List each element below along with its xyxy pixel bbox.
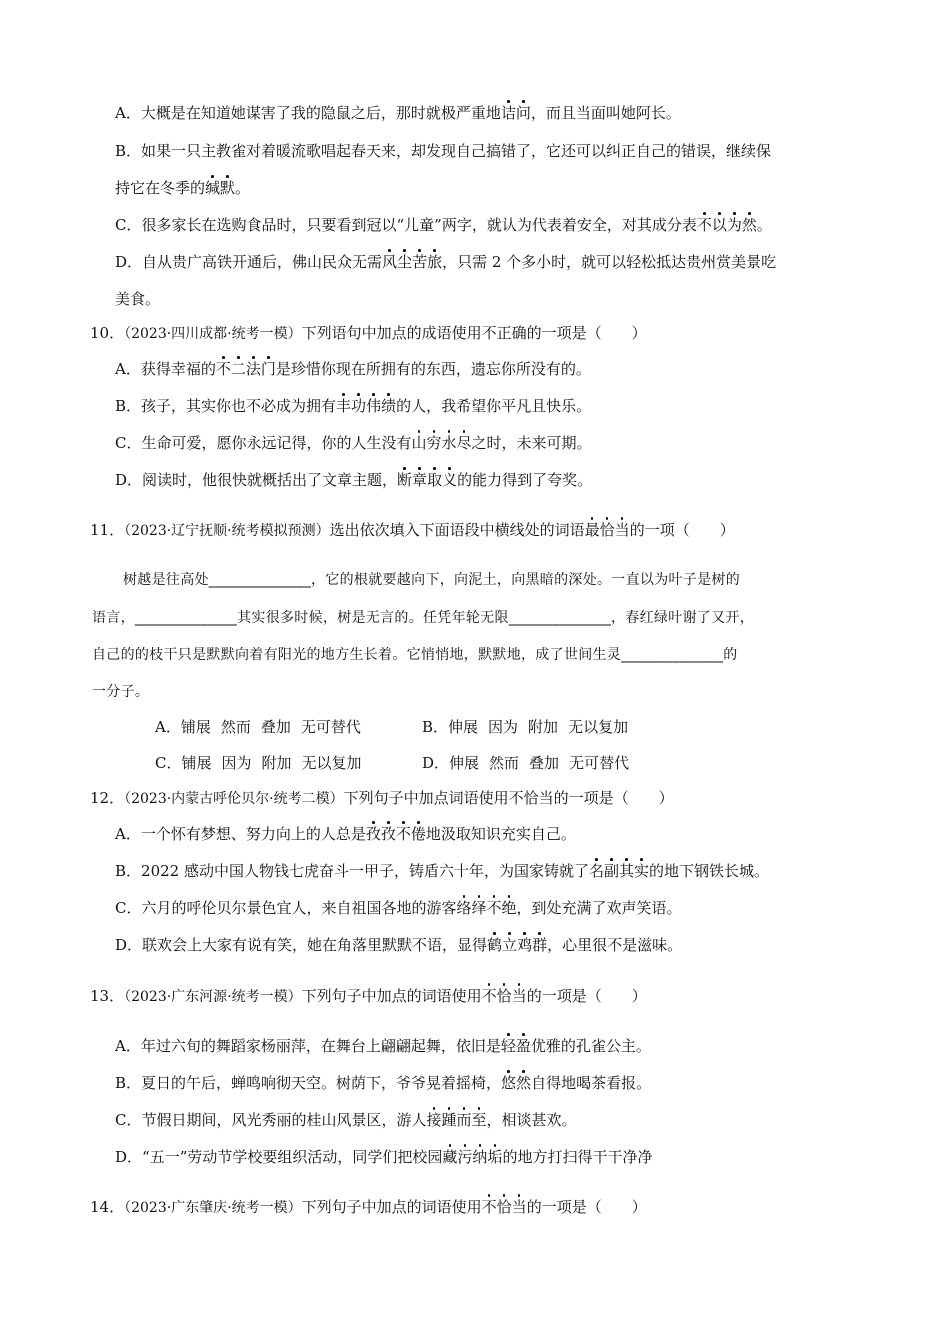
q11-choice-d <box>422 753 629 773</box>
emphasis-char: 然 <box>516 1074 532 1092</box>
option-text: 持它在冬季的 <box>115 179 206 197</box>
question-14-stem <box>90 1197 647 1218</box>
option-text: 的地方打扫得干干净净 <box>502 1148 653 1166</box>
emphasis-char: 伟 <box>366 397 382 415</box>
question-stem: 的一项是（ ） <box>526 987 647 1005</box>
option-text: C．六月的呼伦贝尔景色宜人，来自祖国各地的游客 <box>115 899 457 917</box>
q12-option-b <box>115 861 769 881</box>
q10-option-b <box>115 396 591 416</box>
emphasis-char: 悠 <box>501 1074 517 1092</box>
question-number: 13． <box>90 987 125 1005</box>
option-text: ，而且当面叫她阿长。 <box>530 104 681 122</box>
option-text: C．节假日期间，风光秀丽的桂山风景区，游人 <box>115 1111 427 1129</box>
emphasis-char: 为 <box>726 216 742 234</box>
emphasis-char: 不 <box>215 360 231 378</box>
emphasis-char: 络 <box>456 899 472 917</box>
emphasis-char: 不 <box>481 1198 497 1216</box>
emphasis-char: 其 <box>619 862 635 880</box>
emphasis-char: 踵 <box>441 1111 457 1129</box>
emphasis-char: 丰 <box>336 397 352 415</box>
emphasis-char: 至 <box>471 1111 487 1129</box>
emphasis-char: 功 <box>351 397 367 415</box>
question-source: （2023·四川成都·统考一模） <box>124 326 302 342</box>
option-text: ，相谈甚欢。 <box>486 1111 577 1129</box>
emphasis-char: 最 <box>584 521 600 539</box>
option-text: 地汲取知识充实自己。 <box>425 825 576 843</box>
emphasis-char: 当 <box>511 1198 527 1216</box>
passage-line: 一分子。 <box>92 684 150 700</box>
question-stem: 的一项（ ） <box>629 521 735 539</box>
emphasis-char: 纳 <box>472 1148 488 1166</box>
emphasis-char: 垢 <box>487 1148 503 1166</box>
emphasis-char: 不 <box>395 825 411 843</box>
choice-word: C．铺展 <box>155 754 212 772</box>
q13-option-c <box>115 1110 577 1130</box>
emphasis-char: 水 <box>441 434 457 452</box>
emphasis-char: 门 <box>260 360 276 378</box>
option-text: 优雅的孔雀公主。 <box>530 1037 651 1055</box>
q12-option-c <box>115 898 682 918</box>
emphasis-char: 当 <box>511 987 527 1005</box>
emphasis-char: 以 <box>711 216 727 234</box>
emphasis-char: 诘 <box>500 104 516 122</box>
emphasis-char: 章 <box>412 471 428 489</box>
option-text: B．2022 感动中国人物钱七虎奋斗一甲子，铸盾六十年，为国家铸就了 <box>115 862 589 880</box>
question-stem: 下列句子中加点的词语使用 <box>301 987 482 1005</box>
q9-option-a <box>115 103 681 123</box>
q9-option-b-line1 <box>115 141 771 161</box>
q9-option-b-line2 <box>115 178 250 198</box>
choice-word: 无可替代 <box>300 718 361 736</box>
option-text: 是珍惜你现在所拥有的东西，遗忘你所没有的。 <box>275 360 591 378</box>
option-text: 自得地喝茶看报。 <box>531 1074 652 1092</box>
emphasis-char: 尽 <box>456 434 472 452</box>
option-text: 。 <box>756 216 772 234</box>
question-source: （2023·广东肇庆·统考一模） <box>124 1200 302 1216</box>
emphasis-char: 恰 <box>599 521 615 539</box>
question-stem: 下列语句中加点的成语使用不正确的一项是（ ） <box>301 324 647 342</box>
choice-word: B．伸展 <box>422 718 479 736</box>
question-stem: 的一项是（ ） <box>526 1198 647 1216</box>
option-text: B．夏日的午后，蝉鸣响彻天空。树荫下，爷爷晃着摇椅， <box>115 1074 502 1092</box>
question-10-stem <box>90 323 647 344</box>
emphasis-char: 而 <box>456 1111 472 1129</box>
question-number: 11． <box>90 521 125 539</box>
choice-word: 然而 <box>489 754 520 772</box>
emphasis-char: 尘 <box>397 253 413 271</box>
choice-word: D．伸展 <box>422 754 480 772</box>
option-text: 美食。 <box>115 290 161 308</box>
option-text: C．生命可爱，愿你永远记得，你的人生没有 <box>115 434 412 452</box>
emphasis-char: 孜 <box>365 825 381 843</box>
passage-line: 语言，______________其实很多时候，树是无言的。任凭年轮无限______________，春红绿叶谢了又开， <box>92 610 754 626</box>
choice-word: 附加 <box>261 754 292 772</box>
q11-choice-a <box>155 717 361 737</box>
option-text: B．孩子，其实你也不必成为拥有 <box>115 397 337 415</box>
option-text: A．一个怀有梦想、努力向上的人总是 <box>115 825 366 843</box>
emphasis-char: 恰 <box>496 987 512 1005</box>
emphasis-char: 立 <box>502 936 518 954</box>
option-text: 的能力得到了夸奖。 <box>457 471 593 489</box>
emphasis-char: 恰 <box>496 1198 512 1216</box>
choice-word: 叠加 <box>529 754 560 772</box>
q9-option-c <box>115 215 772 235</box>
choice-word: 因为 <box>488 718 519 736</box>
emphasis-char: 鹤 <box>487 936 503 954</box>
option-text: 之时，未来可期。 <box>471 434 592 452</box>
option-text: D．阅读时，他很快就概括出了文章主题， <box>115 471 398 489</box>
emphasis-char: 不 <box>696 216 712 234</box>
option-text: ，到处充满了欢声笑语。 <box>516 899 682 917</box>
option-text: D．联欢会上大家有说有笑，她在角落里默默不语，显得 <box>115 936 488 954</box>
question-source: （2023·广东河源·统考一模） <box>124 989 302 1005</box>
emphasis-char: 藏 <box>442 1148 458 1166</box>
passage-line: 自己的的枝干只是默默向着有阳光的地方生长着。它悄悄地，默默地，成了世间生灵______________的 <box>92 647 738 663</box>
option-text: B．如果一只主教雀对着暖流歌唱起春天来，却发现自己搞错了，它还可以纠正自己的错误，继续保 <box>115 142 772 160</box>
option-text: A．获得幸福的 <box>115 360 216 378</box>
question-stem: 下列句子中加点词语使用不恰当的一项是（ ） <box>343 789 674 807</box>
emphasis-char: 接 <box>426 1111 442 1129</box>
emphasis-char: 缄 <box>205 179 221 197</box>
q11-choice-c <box>155 753 362 773</box>
emphasis-char: 取 <box>427 471 443 489</box>
q9-option-d-line1 <box>115 252 776 272</box>
question-11-stem <box>90 520 735 541</box>
option-text: A．年过六旬的舞蹈家杨丽萍，在舞台上翩翩起舞，依旧是 <box>115 1037 501 1055</box>
emphasis-char: 绎 <box>471 899 487 917</box>
emphasis-char: 绝 <box>501 899 517 917</box>
emphasis-char: 轻 <box>500 1037 516 1055</box>
option-text: 的地下钢铁长城。 <box>649 862 770 880</box>
emphasis-char: 绩 <box>381 397 397 415</box>
q11-choice-b <box>422 717 628 737</box>
emphasis-char: 不 <box>481 987 497 1005</box>
emphasis-char: 实 <box>634 862 650 880</box>
q10-option-a <box>115 359 591 379</box>
q12-option-d <box>115 935 682 955</box>
question-number: 10． <box>90 324 125 342</box>
question-stem: 选出依次填入下面语段中横线处的词语 <box>329 521 585 539</box>
choice-word: 无以复加 <box>301 754 362 772</box>
choice-word: 叠加 <box>260 718 291 736</box>
question-12-stem <box>90 788 674 809</box>
choice-word: 然而 <box>220 718 251 736</box>
option-text: 的人，我希望你平凡且快乐。 <box>396 397 592 415</box>
emphasis-char: 旅 <box>427 253 443 271</box>
option-text: D．自从贵广高铁开通后，佛山民众无需 <box>115 253 383 271</box>
q13-option-b <box>115 1073 651 1093</box>
q9-option-d-line2 <box>115 289 160 309</box>
emphasis-char: 义 <box>442 471 458 489</box>
emphasis-char: 孜 <box>380 825 396 843</box>
emphasis-char: 断 <box>397 471 413 489</box>
emphasis-char: 当 <box>614 521 630 539</box>
emphasis-char: 倦 <box>410 825 426 843</box>
q10-option-d <box>115 470 592 490</box>
q12-option-a <box>115 824 576 844</box>
question-number: 14． <box>90 1198 125 1216</box>
emphasis-char: 不 <box>486 899 502 917</box>
emphasis-char: 鸡 <box>517 936 533 954</box>
choice-word: 无可替代 <box>569 754 630 772</box>
emphasis-char: 群 <box>532 936 548 954</box>
emphasis-char: 默 <box>220 179 236 197</box>
option-text: A．大概是在知道她谋害了我的隐鼠之后，那时就极严重地 <box>115 104 501 122</box>
emphasis-char: 二 <box>230 360 246 378</box>
emphasis-char: 山 <box>411 434 427 452</box>
choice-word: 无以复加 <box>568 718 629 736</box>
option-text: ，只需 2 个多小时，就可以轻松抵达贵州赏美景吃 <box>442 253 777 271</box>
option-text: C．很多家长在选购食品时，只要看到冠以“儿童”两字，就认为代表着安全，对其成分表 <box>115 216 697 234</box>
q13-option-d <box>115 1147 652 1167</box>
q13-option-a <box>115 1036 651 1056</box>
emphasis-char: 污 <box>457 1148 473 1166</box>
emphasis-char: 副 <box>603 862 619 880</box>
question-source: （2023·辽宁抚顺·统考模拟预测） <box>124 523 330 539</box>
choice-word: A．铺展 <box>155 718 211 736</box>
emphasis-char: 苦 <box>412 253 428 271</box>
question-stem: 下列句子中加点的词语使用 <box>301 1198 482 1216</box>
choice-word: 附加 <box>528 718 559 736</box>
option-text: D．“五一”劳动节学校要组织活动，同学们把校园 <box>115 1148 443 1166</box>
question-13-stem <box>90 986 647 1007</box>
option-text: 。 <box>235 179 251 197</box>
passage-line: 树越是往高处______________，它的根就要越向下，向泥土，向黑暗的深处。一直以为叶子是树的 <box>123 572 740 588</box>
emphasis-char: 问 <box>515 104 531 122</box>
emphasis-char: 名 <box>588 862 604 880</box>
q10-option-c <box>115 433 592 453</box>
emphasis-char: 法 <box>245 360 261 378</box>
emphasis-char: 风 <box>382 253 398 271</box>
question-number: 12． <box>90 789 125 807</box>
choice-word: 因为 <box>221 754 252 772</box>
emphasis-char: 穷 <box>426 434 442 452</box>
question-source: （2023·内蒙古呼伦贝尔·统考二模） <box>124 791 344 807</box>
emphasis-char: 盈 <box>515 1037 531 1055</box>
option-text: ，心里很不是滋味。 <box>547 936 683 954</box>
emphasis-char: 然 <box>741 216 757 234</box>
